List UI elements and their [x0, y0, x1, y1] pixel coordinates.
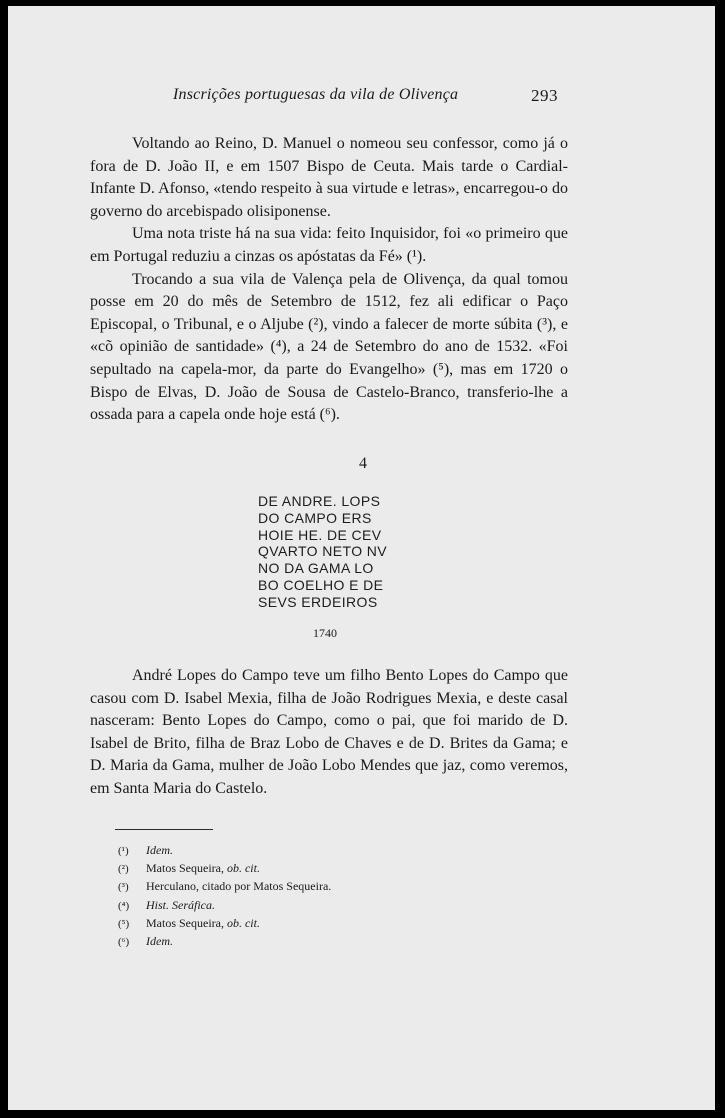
inscription-line: BO COELHO E DE — [258, 576, 384, 593]
footnote-mark: (³) — [118, 881, 129, 894]
footnote-text: Herculano, citado por Matos Sequeira. — [146, 879, 332, 894]
footnote — [118, 842, 331, 860]
closing-text — [90, 665, 568, 801]
footnote — [118, 933, 331, 951]
inscription-line: NO DA GAMA LO — [258, 560, 374, 577]
footnote-italic: ob. cit. — [226, 915, 260, 930]
page-number: 293 — [531, 86, 558, 105]
footnote-divider — [115, 829, 213, 830]
footnote-text: Matos Sequeira, — [146, 861, 224, 876]
footnote — [118, 860, 331, 878]
footnote-mark: (¹) — [118, 845, 129, 857]
footnote-text: Hist. Seráfica. — [146, 897, 215, 912]
running-title: Inscrições portuguesas da vila de Olivença — [173, 86, 459, 103]
footnote — [118, 897, 331, 915]
footnote — [118, 915, 331, 933]
paragraph: Uma nota triste há na sua vida: feito Inquisidor, foi «o primeiro que em Portugal reduziu a cinzas os apóstatas da Fé» (¹). — [90, 225, 568, 265]
page-header — [8, 86, 715, 110]
footnote-mark: (⁵) — [118, 917, 130, 930]
section-number: 4 — [359, 455, 367, 472]
footnotes — [118, 842, 331, 951]
inscription — [258, 493, 387, 611]
paragraph: Trocando a sua vila de Valença pela de Olivença, da qual tomou posse em 20 do mês de Setembro de 1512, fez ali edificar o Paço Episcopal, o Tribunal, e o Aljube (²), vindo a falecer de morte súbita (³), e «cõ opinião de santidade» (⁴), a 24 de Setembro do ano de 1532. «Foi sepultado na capela-mor, da parte do Evangelho» (⁵), mas em 1720 o Bispo de Elvas, D. João de Sousa de Castelo-Branco, transferio-lhe a ossada para a capela onde hoje está (⁶). — [90, 270, 568, 424]
footnote-text: Idem. — [146, 934, 173, 949]
inscription-line: SEVS ERDEIROS — [258, 593, 378, 610]
inscription-year: 1740 — [313, 626, 337, 640]
inscription-line: QVARTO NETO NV — [258, 543, 388, 560]
paragraph: André Lopes do Campo teve um filho Bento Lopes do Campo que casou com D. Isabel Mexia, filha de João Rodrigues Mexia, e deste casal nasceram: Bento Lopes do Campo, como o pai, que foi marido de D. Isabel de Brito, filha de Braz Lobo de Chaves e de D. Brites da Gama; e D. Maria da Gama, mulher de João Lobo Mendes que jaz, como veremos, em Santa Maria do Castelo. — [90, 667, 568, 797]
inscription-line: DO CAMPO ERS — [258, 509, 372, 526]
footnote-mark: (⁶) — [118, 936, 130, 949]
footnote-mark: (²) — [118, 863, 129, 876]
footnote-mark: (⁴) — [118, 899, 130, 912]
footnote-italic: ob. cit. — [226, 861, 260, 876]
body-text — [90, 133, 568, 427]
inscription-line: DE ANDRE. LOPS — [258, 493, 381, 509]
book-page — [8, 6, 715, 1110]
footnote-text: Idem. — [146, 843, 173, 857]
footnote-text: Matos Sequeira, — [146, 915, 224, 930]
footnote — [118, 878, 331, 896]
paragraph: Voltando ao Reino, D. Manuel o nomeou seu confessor, como já o fora de D. João II, e em 1507 Bispo de Ceuta. Mais tarde o Cardial-Infante D. Afonso, «tendo respeito à sua virtude e letras», encarregou-o do governo do arcebispado olisiponense. — [90, 135, 568, 220]
inscription-line: HOIE HE. DE CEV — [258, 526, 382, 543]
